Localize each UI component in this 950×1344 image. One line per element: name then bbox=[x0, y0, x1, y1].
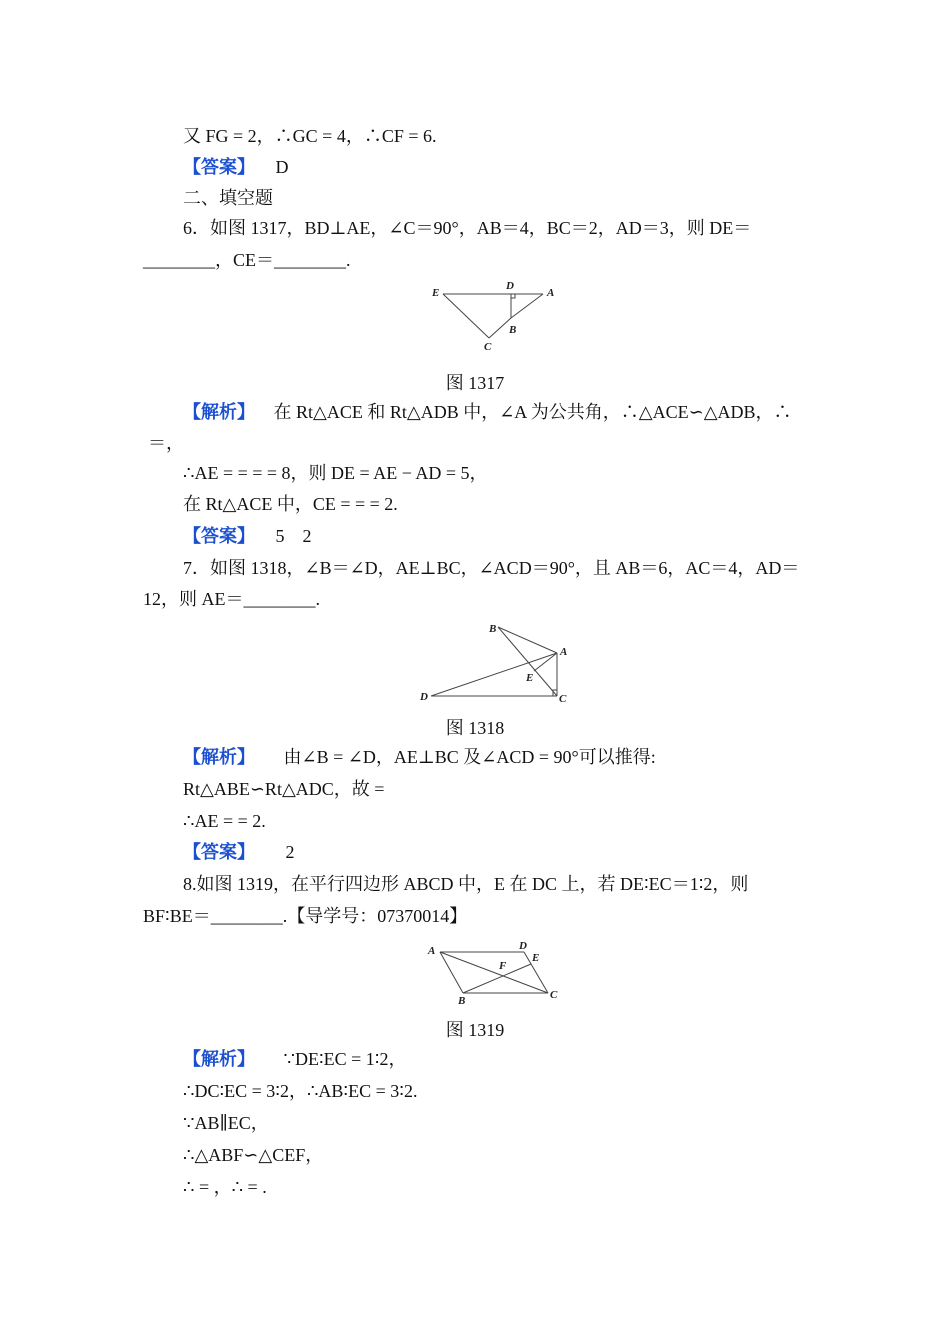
answer-value: 2 bbox=[285, 842, 295, 862]
section-heading: 二、填空题 bbox=[183, 188, 273, 208]
analysis-8-line-2: ∴DC∶EC = 3∶2，∴AB∶EC = 3∶2. bbox=[183, 1081, 418, 1101]
label-b: B bbox=[489, 623, 497, 635]
label-a: A bbox=[560, 646, 568, 658]
label-c: C bbox=[484, 341, 492, 353]
answer-label: 【答案】 bbox=[183, 842, 255, 862]
analysis-text: 由∠B = ∠D，AE⊥BC 及∠ACD = 90°可以推得: bbox=[283, 747, 656, 767]
analysis-8-line-4: ∴△ABF∽△CEF， bbox=[183, 1145, 324, 1165]
answer-line-7 bbox=[183, 840, 295, 864]
analysis-text: 在 Rt△ACE 和 Rt△ADB 中，∠A 为公共角，∴△ACE∽△ADB，∴ bbox=[273, 402, 792, 422]
label-a: A bbox=[547, 287, 555, 299]
question-7-line-2: 12，则 AE＝________. bbox=[143, 589, 320, 609]
label-d: D bbox=[506, 280, 514, 292]
line-bc bbox=[498, 627, 557, 696]
label-e: E bbox=[432, 287, 440, 299]
analysis-label: 【解析】 bbox=[183, 402, 255, 422]
label-c: C bbox=[550, 989, 558, 1001]
analysis-6-line-1 bbox=[183, 400, 792, 424]
analysis-7-line-3: ∴AE = = 2. bbox=[183, 811, 266, 831]
figure-1318-caption: 图 1318 bbox=[445, 718, 505, 738]
question-6-line-1: 6．如图 1317，BD⊥AE，∠C＝90°，AB＝4，BC＝2，AD＝3，则 DE＝ bbox=[183, 218, 752, 238]
figure-1317-caption: 图 1317 bbox=[445, 373, 505, 393]
analysis-text: ∵DE∶EC = 1∶2， bbox=[283, 1049, 407, 1069]
line-cb bbox=[489, 318, 511, 338]
analysis-8-line-3: ∵AB∥EC， bbox=[183, 1113, 269, 1133]
question-8-line-1: 8.如图 1319，在平行四边形 ABCD 中，E 在 DC 上，若 DE∶EC＝1∶2，则 bbox=[183, 874, 749, 894]
line-ba bbox=[511, 294, 543, 318]
analysis-6-line-2: ＝， bbox=[148, 433, 184, 453]
analysis-8-line-5: ∴ = ，∴ = . bbox=[183, 1177, 267, 1197]
figure-1319-caption: 图 1319 bbox=[445, 1020, 505, 1040]
label-f: F bbox=[499, 960, 507, 972]
label-e: E bbox=[532, 952, 540, 964]
analysis-7-line-1 bbox=[183, 745, 656, 769]
line-ba bbox=[498, 627, 557, 653]
label-b: B bbox=[509, 324, 517, 336]
question-8-line-2: BF∶BE＝________.【导学号：07370014】 bbox=[143, 906, 468, 926]
line-ae bbox=[534, 653, 557, 671]
answer-label: 【答案】 bbox=[183, 157, 255, 177]
figure-1319 bbox=[425, 938, 565, 1008]
answer-value: 5 2 bbox=[275, 526, 312, 546]
analysis-label: 【解析】 bbox=[183, 1049, 255, 1069]
analysis-7-line-2: Rt△ABE∽Rt△ADC，故 = bbox=[183, 779, 385, 799]
line-be bbox=[463, 964, 531, 993]
answer-line-6 bbox=[183, 524, 312, 548]
answer-line-5 bbox=[183, 155, 289, 179]
analysis-6-line-3: ∴AE = = = = 8，则 DE = AE − AD = 5， bbox=[183, 463, 488, 483]
text-line: 又 FG = 2，∴GC = 4，∴CF = 6. bbox=[183, 126, 437, 146]
label-d: D bbox=[519, 940, 527, 952]
line-ba bbox=[440, 952, 463, 993]
answer-value: D bbox=[275, 157, 289, 177]
label-b: B bbox=[458, 995, 466, 1007]
analysis-label: 【解析】 bbox=[183, 747, 255, 767]
figure-1318 bbox=[415, 620, 575, 706]
answer-label: 【答案】 bbox=[183, 526, 255, 546]
analysis-6-line-4: 在 Rt△ACE 中，CE = = = 2. bbox=[183, 494, 398, 514]
question-7-line-1: 7．如图 1318，∠B＝∠D，AE⊥BC，∠ACD＝90°，且 AB＝6，AC＝4，AD＝ bbox=[183, 558, 800, 578]
label-c: C bbox=[559, 693, 567, 705]
analysis-8-line-1 bbox=[183, 1047, 406, 1071]
label-d: D bbox=[420, 691, 428, 703]
label-a: A bbox=[428, 945, 436, 957]
right-angle-mark bbox=[511, 294, 515, 298]
label-e: E bbox=[526, 672, 534, 684]
question-6-line-2: ________，CE＝________. bbox=[143, 250, 351, 270]
line-ec bbox=[443, 294, 489, 338]
figure-1317 bbox=[425, 278, 565, 356]
